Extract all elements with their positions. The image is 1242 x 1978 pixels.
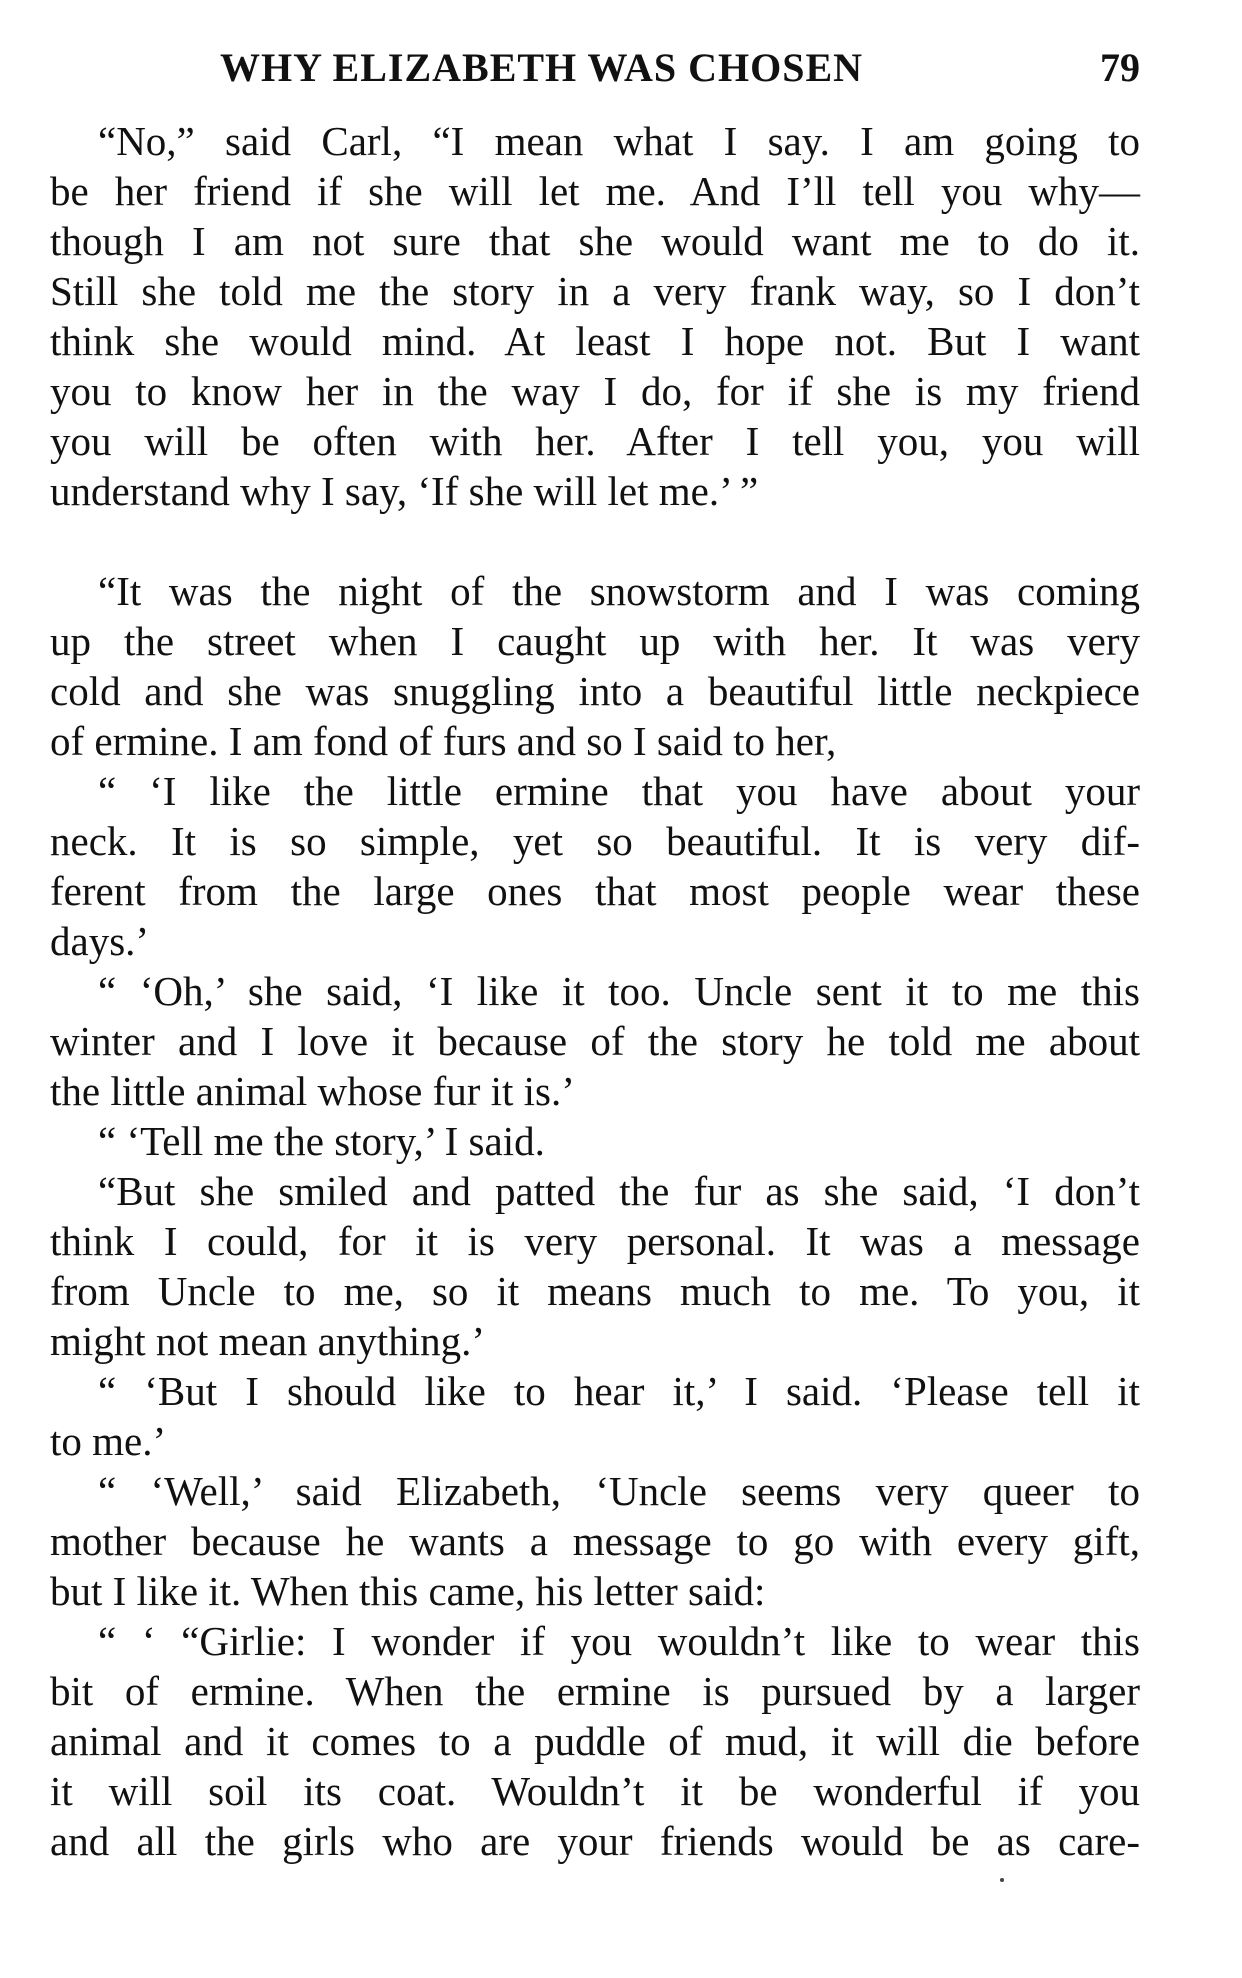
text-line: winter and I love it because of the story he told me about [50,1018,1140,1064]
text-line: you to know her in the way I do, for if she is my friend [50,368,1140,414]
text-line: neck. It is so simple, yet so beautiful. It is very dif- [50,818,1140,864]
text-line: and all the girls who are your friends would be as care- [50,1818,1140,1864]
text-line: “It was the night of the snowstorm and I was coming [98,568,1140,614]
text-line: but I like it. When this came, his letter said: [50,1568,766,1614]
text-line: think I could, for it is very personal. It was a message [50,1218,1140,1264]
text-line: understand why I say, ‘If she will let me.’ ” [50,468,759,514]
text-line: think she would mind. At least I hope not. But I want [50,318,1140,364]
text-line: up the street when I caught up with her. It was very [50,618,1140,664]
text-line: ferent from the large ones that most people wear these [50,868,1140,914]
text-line: “But she smiled and patted the fur as she said, ‘I don’t [98,1168,1140,1214]
text-line: “ ‘Well,’ said Elizabeth, ‘Uncle seems very queer to [98,1468,1140,1514]
text-line: days.’ [50,918,150,964]
text-line: “ ‘But I should like to hear it,’ I said. ‘Please tell it [98,1368,1140,1414]
text-line: “ ‘Oh,’ she said, ‘I like it too. Uncle sent it to me this [98,968,1140,1014]
paper-speck [1000,1878,1004,1882]
running-head [50,38,1140,98]
text-line: it will soil its coat. Wouldn’t it be wonderful if you [50,1768,1140,1814]
text-line: bit of ermine. When the ermine is pursued by a larger [50,1668,1140,1714]
text-line: “ ‘I like the little ermine that you have about your [98,768,1140,814]
text-line: animal and it comes to a puddle of mud, it will die before [50,1718,1140,1764]
text-line: the little animal whose fur it is.’ [50,1068,575,1114]
section-break [50,516,1140,566]
text-line: “No,” said Carl, “I mean what I say. I am going to [98,118,1140,164]
text-line: cold and she was snuggling into a beautiful little neckpiece [50,668,1140,714]
body-text [50,116,1140,1866]
text-line: you will be often with her. After I tell you, you will [50,418,1140,464]
chapter-title: WHY ELIZABETH WAS CHOSEN [220,45,864,90]
text-line: from Uncle to me, so it means much to me. To you, it [50,1268,1140,1314]
text-line: Still she told me the story in a very frank way, so I don’t [50,268,1140,314]
text-line: of ermine. I am fond of furs and so I said to her, [50,718,837,764]
text-line: “ ‘ “Girlie: I wonder if you wouldn’t like to wear this [98,1618,1140,1664]
text-line: though I am not sure that she would want me to do it. [50,218,1140,264]
text-line: “ ‘Tell me the story,’ I said. [98,1118,545,1164]
text-line: mother because he wants a message to go with every gift, [50,1518,1140,1564]
text-line: to me.’ [50,1418,167,1464]
page-number: 79 [1100,45,1140,90]
text-line: might not mean anything.’ [50,1318,485,1364]
text-line: be her friend if she will let me. And I’ll tell you why— [50,168,1140,214]
